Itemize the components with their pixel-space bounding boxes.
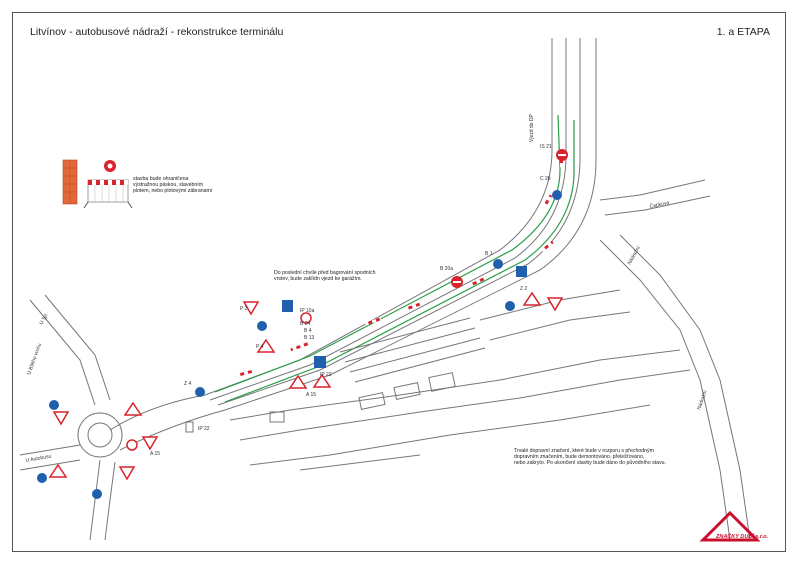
sign-code-label: C 2b xyxy=(540,176,551,182)
construction-zone xyxy=(215,115,574,402)
sign-code-label: B 4 xyxy=(304,328,312,334)
sign-code-label: Z 4 xyxy=(184,381,192,387)
sign-code-label: B 13 xyxy=(304,335,315,341)
mandatory-direction-sign xyxy=(505,301,515,311)
legend-illustration xyxy=(63,160,132,208)
company-logo-text: ZNAČKY DUBÍ s.r.o. xyxy=(716,534,769,540)
mandatory-direction-sign xyxy=(49,400,59,410)
info-sign xyxy=(282,300,293,312)
mandatory-direction-sign xyxy=(257,321,267,331)
u-autobusu-label: U Autobusu xyxy=(25,453,52,464)
sign-code-label: B 20a xyxy=(440,266,454,272)
sign-code-label: B 1 xyxy=(485,251,493,257)
sign-code-label: IP 22 xyxy=(198,426,210,432)
u-tyl-label: U Tyl xyxy=(38,313,50,326)
map-title: Litvínov - autobusové nádraží - rekonstrukce terminálu xyxy=(30,26,284,38)
legend-note: stavba bude ohraničena výstražnou páskou, stavebním plotem, nebo plotovými zábranami xyxy=(133,176,213,195)
capkova-label: Čapkova xyxy=(649,199,670,210)
sign-code-label: IP 22 xyxy=(320,372,332,378)
mandatory-direction-sign xyxy=(92,489,102,499)
sign-code-label: B 24 xyxy=(300,321,311,327)
warning-sign xyxy=(290,376,306,388)
side-streets xyxy=(20,180,750,540)
vjezd-dp-label: Vjezd do DP xyxy=(529,114,535,142)
sign-code-label: A 15 xyxy=(306,392,317,398)
stage-label: 1. a ETAPA xyxy=(716,26,770,38)
yield-sign xyxy=(54,412,68,424)
one-way-sign xyxy=(314,356,326,368)
info-sign xyxy=(186,422,193,432)
nadrazni2-label: Nádražní xyxy=(696,389,709,411)
mandatory-direction-sign xyxy=(195,387,205,397)
warning-sign xyxy=(50,465,66,477)
warning-sign xyxy=(524,293,540,305)
sign-code-label: P 2 xyxy=(240,306,248,312)
warning-sign xyxy=(125,403,141,415)
yield-sign xyxy=(143,437,157,449)
yield-sign xyxy=(120,467,134,479)
mandatory-direction-sign xyxy=(37,473,47,483)
u-brany-label: U Bílého vrchu xyxy=(26,342,44,376)
one-way-sign xyxy=(516,266,527,277)
nadrazni-label: Nádražní xyxy=(626,245,642,266)
sign-code-label: Z 2 xyxy=(520,286,528,292)
permanent-sign-note: Trvalé dopravní značení, které bude v rozporu s přechodným dopravním značením, bude demontováno, přelešťováno, nebo zakryto. Po ukončení stavby bude dáno do původního stavu. xyxy=(514,448,666,467)
mandatory-direction-sign xyxy=(493,259,503,269)
prohibition-sign xyxy=(127,440,137,450)
sign-code-label: P 4 xyxy=(256,344,264,350)
sign-code-label: IS 21 xyxy=(540,144,552,150)
yield-sign xyxy=(548,298,562,310)
bagger-note: Do poslední chvíle před bagrování spodních vrstev, bude zaklídn vjezd ke garážím. xyxy=(274,270,376,283)
sign-code-label: A 15 xyxy=(150,451,161,457)
mandatory-direction-sign xyxy=(552,190,562,200)
main-road xyxy=(110,38,596,450)
sign-code-label: IP 10a xyxy=(300,308,315,314)
